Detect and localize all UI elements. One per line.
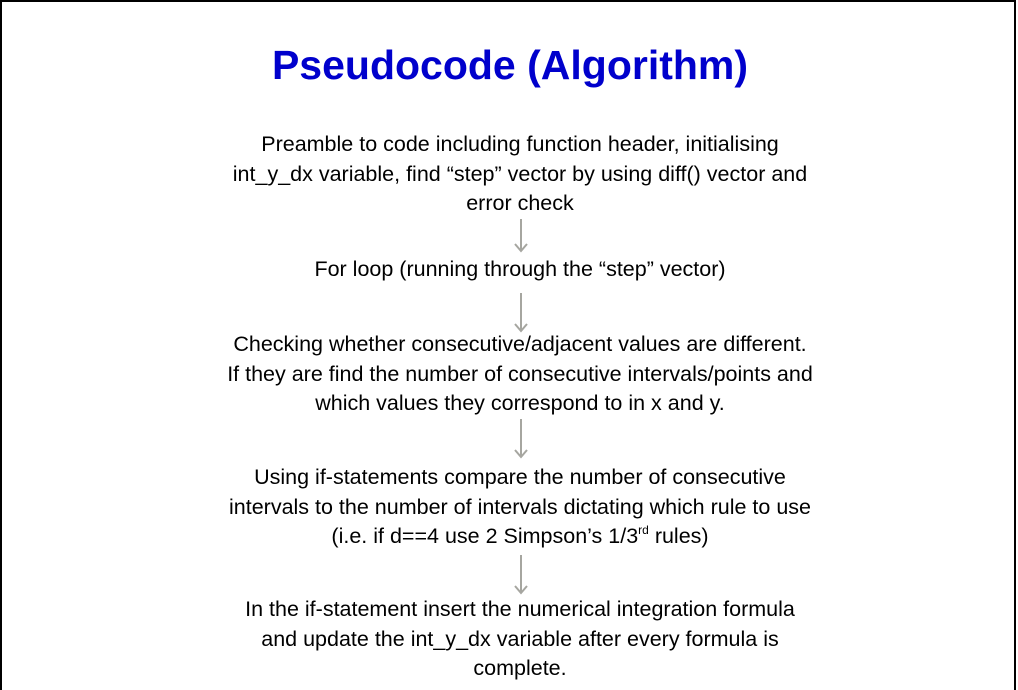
flow-step-if-statements xyxy=(2,463,1018,552)
flow-step-preamble xyxy=(2,130,1018,219)
down-arrow-icon xyxy=(513,419,529,459)
step-line: If they are find the number of consecutive intervals/points and xyxy=(227,361,813,386)
flow-step-check-values xyxy=(2,330,1018,419)
flow-step-integration-formula xyxy=(2,595,1018,684)
rule-text-end: rules) xyxy=(648,524,709,548)
flow-step-for-loop xyxy=(2,255,1018,285)
step-line: intervals to the number of intervals dictating which rule to use xyxy=(229,494,811,519)
step-line-rule xyxy=(2,522,1018,552)
step-line: In the if-statement insert the numerical integration formula xyxy=(245,597,795,621)
slide-title: Pseudocode (Algorithm) xyxy=(271,42,749,88)
step-line: Preamble to code including function header, initialising xyxy=(261,132,779,156)
down-arrow-icon xyxy=(513,293,529,333)
rule-text: (i.e. if d==4 use 2 Simpson’s 1/3 xyxy=(331,524,639,548)
step-line: Using if-statements compare the number of consecutive xyxy=(254,465,786,489)
ordinal-superscript: rd xyxy=(638,523,649,537)
down-arrow-icon xyxy=(513,555,529,595)
step-line: and update the int_y_dx variable after every formula is xyxy=(261,626,779,651)
step-line: Checking whether consecutive/adjacent values are different. xyxy=(233,332,807,356)
down-arrow-icon xyxy=(513,219,529,253)
step-line: which values they correspond to in x and y. xyxy=(315,391,725,415)
step-line: complete. xyxy=(473,656,567,680)
step-line: For loop (running through the “step” vector) xyxy=(314,257,726,281)
step-line: int_y_dx variable, find “step” vector by using diff() vector and xyxy=(232,161,808,186)
step-line: error check xyxy=(466,191,574,215)
